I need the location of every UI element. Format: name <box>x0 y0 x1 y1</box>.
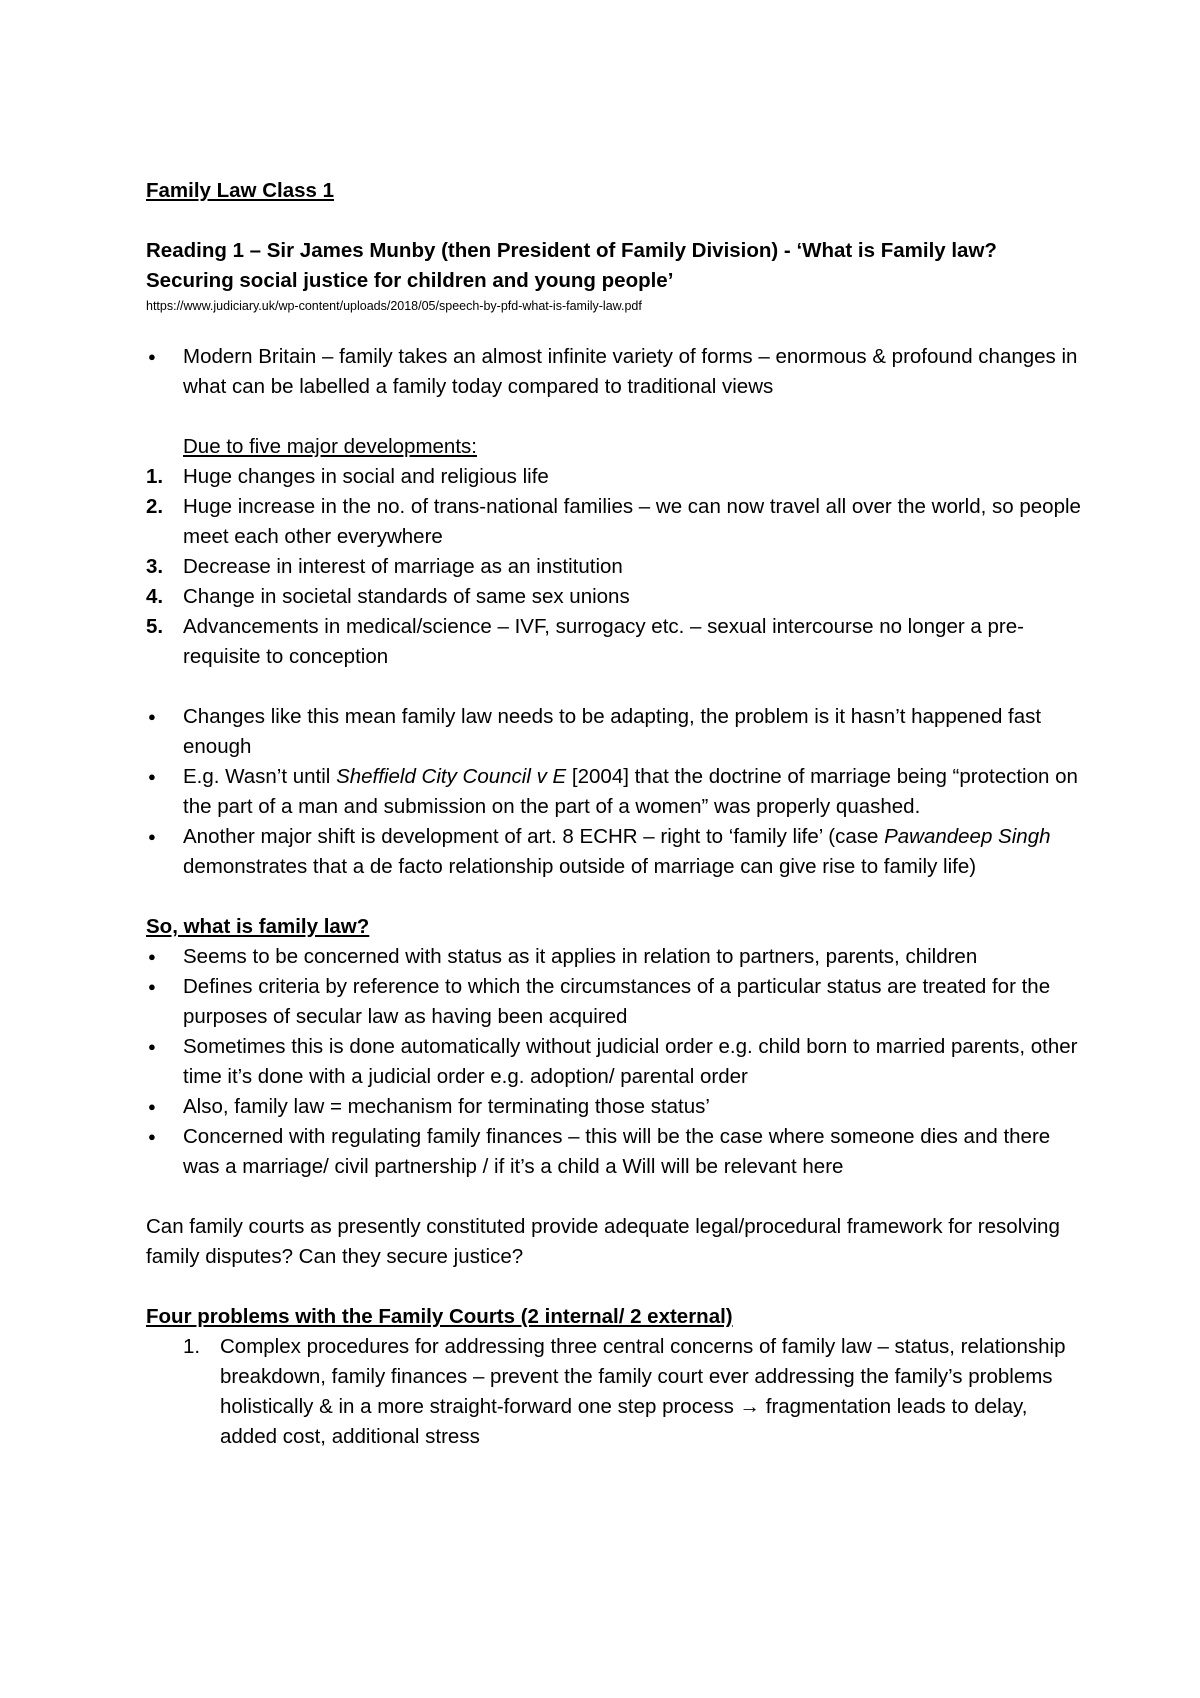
list-item <box>146 552 1086 582</box>
problems-list <box>146 1332 1086 1452</box>
list-item: ● Changes like this mean family law needs to be adapting, the problem is it hasn’t happened fast enough <box>146 702 1086 762</box>
question-paragraph: Can family courts as presently constituted provide adequate legal/procedural framework for resolving family disputes? Can they secure justice? <box>146 1215 1060 1268</box>
list-item: ● Also, family law = mechanism for terminating those status’ <box>146 1092 1086 1122</box>
list-text: Another major shift is development of art. 8 ECHR – right to ‘family life’ (case <box>183 825 885 848</box>
what-is-bullet-list <box>146 942 1086 1182</box>
list-number: 3. <box>146 555 164 578</box>
list-number: 5. <box>146 615 164 638</box>
list-item: ● Sometimes this is done automatically without judicial order e.g. child born to married parents, other time it’s done with a judicial order e.g. adoption/ parental order <box>146 1032 1086 1092</box>
list-number: 1. <box>183 1335 201 1358</box>
list-text: Complex procedures for addressing three central concerns of family law – status, relationship breakdown, family finances – prevent the family court ever addressing the family’s problems holistically & in a more straight-forward one step process → fragmentation leads to delay, added cost, additional stress <box>220 1335 1066 1448</box>
list-item: ● Modern Britain – family takes an almost infinite variety of forms – enormous & profound changes in what can be labelled a family today compared to traditional views <box>146 342 1086 402</box>
list-number: 2. <box>146 495 164 518</box>
list-item: ● Concerned with regulating family finances – this will be the case where someone dies and there was a marriage/ civil partnership / if it’s a child a Will will be relevant here <box>146 1122 1086 1182</box>
case-name: Sheffield City Council v E <box>336 765 567 788</box>
reading-heading-line-1: Reading 1 – Sir James Munby (then President of Family Division) - ‘What is Family law? <box>146 239 997 262</box>
changes-bullet-list <box>146 702 1086 882</box>
list-number: 1. <box>146 465 164 488</box>
intro-bullet-list <box>146 342 1086 402</box>
list-item: ● Defines criteria by reference to which the circumstances of a particular status are treated for the purposes of secular law as having been acquired <box>146 972 1086 1032</box>
list-text: Decrease in interest of marriage as an institution <box>183 555 623 578</box>
list-text: Huge changes in social and religious life <box>183 465 549 488</box>
list-item <box>146 822 1086 882</box>
reading-heading-line-2: Securing social justice for children and young people’ <box>146 269 674 292</box>
list-text: Huge increase in the no. of trans-national families – we can now travel all over the world, so people meet each other everywhere <box>183 495 1081 548</box>
list-number: 4. <box>146 585 164 608</box>
document-title: Family Law Class 1 <box>146 179 335 202</box>
reading-url[interactable]: https://www.judiciary.uk/wp-content/uploads/2018/05/speech-by-pfd-what-is-family-law.pdf <box>146 299 642 313</box>
list-item <box>146 582 1086 612</box>
list-text: [2004] that the doctrine of marriage being “protection on the part of a man and submission on the part of a women” was properly quashed. <box>183 765 1078 818</box>
list-text: E.g. Wasn’t until <box>183 765 337 788</box>
list-item <box>146 462 1086 492</box>
problems-heading: Four problems with the Family Courts (2 internal/ 2 external) <box>146 1305 733 1328</box>
list-text: Change in societal standards of same sex unions <box>183 585 630 608</box>
list-item <box>146 762 1086 822</box>
developments-list <box>146 462 1086 672</box>
list-text: Advancements in medical/science – IVF, surrogacy etc. – sexual intercourse no longer a pre-requisite to conception <box>183 615 1024 668</box>
list-item: ● Seems to be concerned with status as it applies in relation to partners, parents, children <box>146 942 1086 972</box>
what-is-family-law-heading: So, what is family law? <box>146 915 370 938</box>
developments-label: Due to five major developments: <box>183 435 477 458</box>
list-text: demonstrates that a de facto relationship outside of marriage can give rise to family life) <box>183 855 977 878</box>
document-page <box>146 176 1086 1452</box>
list-item <box>146 1332 1086 1452</box>
list-item <box>146 492 1086 552</box>
case-name: Pawandeep Singh <box>884 825 1051 848</box>
list-item <box>146 612 1086 672</box>
